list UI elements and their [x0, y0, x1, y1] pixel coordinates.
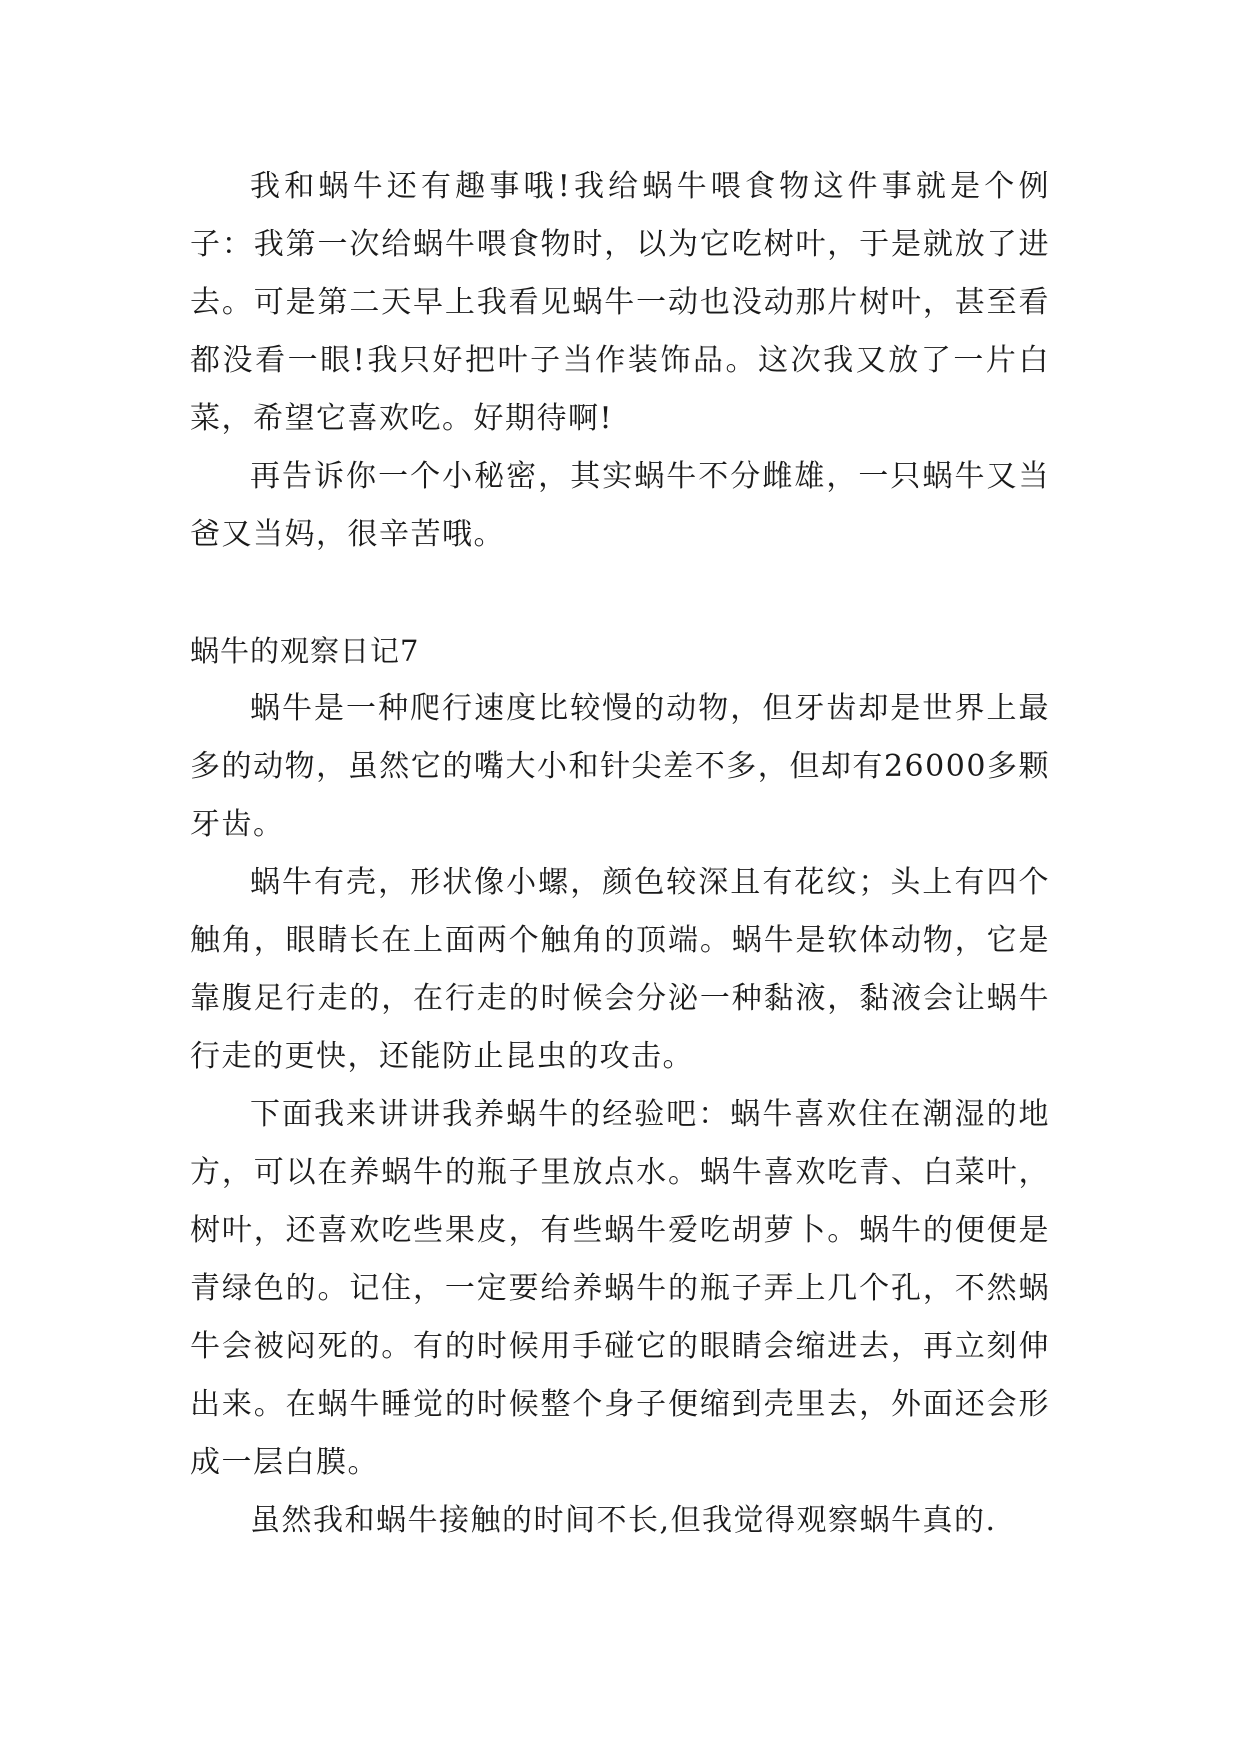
paragraph-snail-care-experience: 下面我来讲讲我养蜗牛的经验吧：蜗牛喜欢住在潮湿的地方，可以在养蜗牛的瓶子里放点水。蜗牛喜欢吃青、白菜叶，树叶，还喜欢吃些果皮，有些蜗牛爱吃胡萝卜。蜗牛的便便是青绿色的。记住，一定要给养蜗牛的瓶子弄上几个孔，不然蜗牛会被闷死的。有的时候用手碰它的眼睛会缩进去，再立刻伸出来。在蜗牛睡觉的时候整个身子便缩到壳里去，外面还会形成一层白膜。	[190, 1097, 1050, 1480]
paragraph-snail-conclusion: 虽然我和蜗牛接触的时间不长,但我觉得观察蜗牛真的.	[250, 1503, 997, 1538]
paragraph-snail-feeding-story: 我和蜗牛还有趣事哦!我给蜗牛喂食物这件事就是个例子：我第一次给蜗牛喂食物时，以为它吃树叶，于是就放了进去。可是第二天早上我看见蜗牛一动也没动那片树叶，甚至看都没看一眼!我只好把叶子当作装饰品。这次我又放了一片白菜，希望它喜欢吃。好期待啊!	[190, 169, 1050, 436]
document-body	[190, 158, 1050, 1550]
paragraph-snail-secret: 再告诉你一个小秘密，其实蜗牛不分雌雄，一只蜗牛又当爸又当妈，很辛苦哦。	[190, 459, 1050, 552]
section-title: 蜗牛的观察日记7	[190, 634, 420, 668]
paragraph-snail-appearance: 蜗牛有壳，形状像小螺，颜色较深且有花纹；头上有四个触角，眼睛长在上面两个触角的顶端。蜗牛是软体动物，它是靠腹足行走的，在行走的时候会分泌一种黏液，黏液会让蜗牛行走的更快，还能防止昆虫的攻击。	[190, 865, 1050, 1074]
paragraph-snail-teeth: 蜗牛是一种爬行速度比较慢的动物，但牙齿却是世界上最多的动物，虽然它的嘴大小和针尖差不多，但却有26000多颗牙齿。	[190, 691, 1050, 842]
section-spacer	[190, 564, 1050, 622]
